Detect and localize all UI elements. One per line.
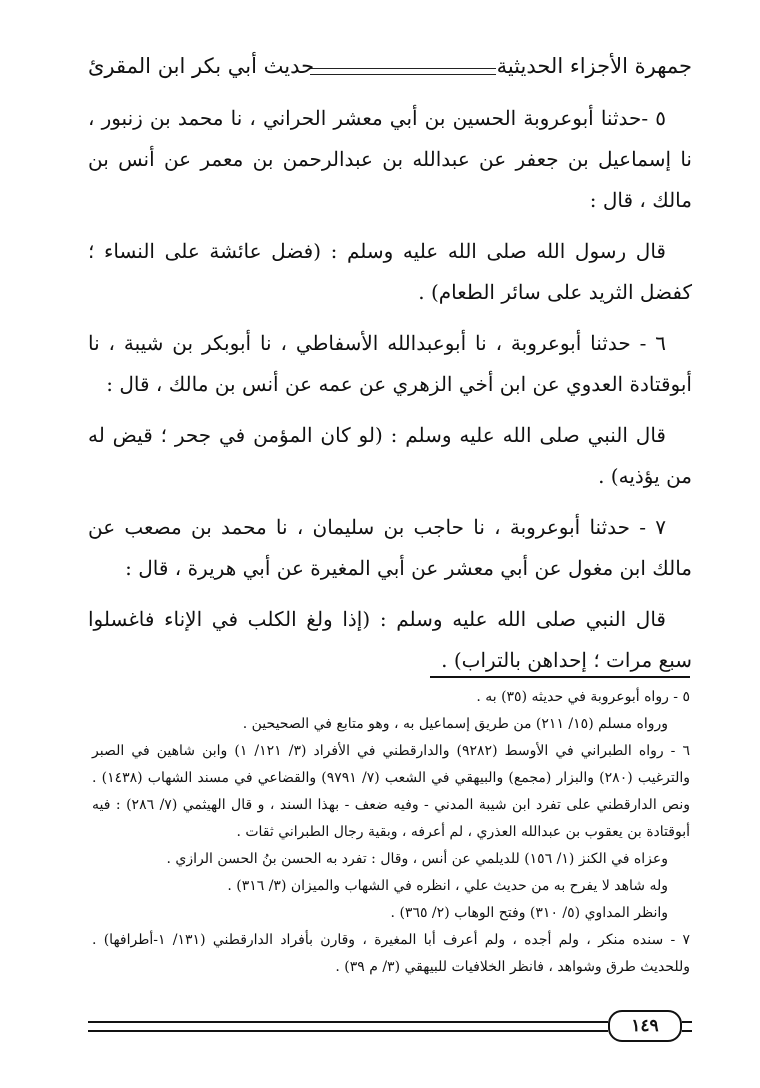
section-title: حديث أبي بكر ابن المقرئ bbox=[88, 54, 315, 78]
footnote-6-cont-1: وعزاه في الكنز (١/ ١٥٦) للديلمي عن أنس ، وقال : تفرد به الحسن بنُ الحسن الرازي . bbox=[166, 851, 668, 867]
page-number: ١٤٩ bbox=[608, 1010, 682, 1042]
footnote-5: ٥ - رواه أبوعروبة في حديثه (٣٥) به . bbox=[476, 689, 690, 705]
footnotes bbox=[92, 684, 690, 981]
header-rule bbox=[310, 68, 496, 75]
hadith-6-isnad: ٦ - حدثنا أبوعروبة ، نا أبوعبدالله الأسفاطي ، نا أبوبكر بن شيبة ، نا أبوقتادة العدوي عن ابن أخي الزهري عن عمه عن أنس بن مالك ، قال : bbox=[88, 331, 692, 396]
footer-rule bbox=[88, 1021, 608, 1032]
footnote-6: ٦ - رواه الطبراني في الأوسط (٩٢٨٢) والدارقطني في الأفراد (٣/ ١٢١/ ١) وابن شاهين في الصبر والترغيب (٢٨٠) والبزار (مجمع) والبيهقي في الشعب (٧/ ٩٧٩١) والقضاعي في مسند الشهاب (١٤٣٨) . ونص الدارقطني على تفرد ابن شيبة المدني - وفيه ضعف - بهذا السند ، و قال الهيثمي (٧/ ٢٨٦) : فيه أبوقتادة بن يعقوب بن عبدالله العذري ، لم أعرفه ، وبقية رجال الطبراني ثقات . bbox=[92, 743, 691, 840]
footnote-6-cont-2: وله شاهد لا يفرح به من حديث علي ، انظره في الشهاب والميزان (٣/ ٣١٦) . bbox=[227, 878, 668, 894]
hadith-5-text: قال رسول الله صلى الله عليه وسلم : (فضل عائشة على النساء ؛ كفضل الثريد على سائر الطعام) . bbox=[88, 239, 692, 304]
footer-rule-end bbox=[682, 1021, 692, 1032]
hadith-6-text: قال النبي صلى الله عليه وسلم : (لو كان المؤمن في جحر ؛ قيض له من يؤذيه) . bbox=[88, 423, 692, 488]
hadith-5-isnad: ٥ -حدثنا أبوعروبة الحسين بن أبي معشر الحراني ، نا محمد بن زنبور ، نا إسماعيل بن جعفر عن عبدالله بن عبدالرحمن بن معمر عن أنس بن مالك ، قال : bbox=[88, 106, 692, 212]
footnote-5-cont: ورواه مسلم (١٥/ ٢١١) من طريق إسماعيل به ، وهو متابع في الصحيحين . bbox=[242, 716, 668, 732]
hadith-7-text: قال النبي صلى الله عليه وسلم : (إذا ولغ الكلب في الإناء فاغسلوا سبع مرات ؛ إحداهن بالتراب) . bbox=[88, 607, 692, 672]
running-header bbox=[88, 48, 692, 88]
page-footer bbox=[88, 1010, 692, 1040]
footnote-separator bbox=[430, 676, 690, 678]
footnote-7: ٧ - سنده منكر ، ولم أجده ، ولم أعرف أبا المغيرة ، وقارن بأفراد الدارقطني (١٣١/ ١-أطرافها) . وللحديث طرق وشواهد ، فانظر الخلافيات للبيهقي (٣/ م ٣٩) . bbox=[92, 932, 690, 975]
footnote-6-cont-3: وانظر المداوي (٥/ ٣١٠) وفتح الوهاب (٢/ ٣٦٥) . bbox=[390, 905, 668, 921]
book-title: جمهرة الأجزاء الحديثية bbox=[496, 54, 692, 78]
hadith-7-isnad: ٧ - حدثنا أبوعروبة ، نا حاجب بن سليمان ، نا محمد بن مصعب عن مالك ابن مغول عن أبي معشر عن أبي المغيرة عن أبي هريرة ، قال : bbox=[88, 515, 692, 580]
main-text bbox=[88, 98, 692, 691]
